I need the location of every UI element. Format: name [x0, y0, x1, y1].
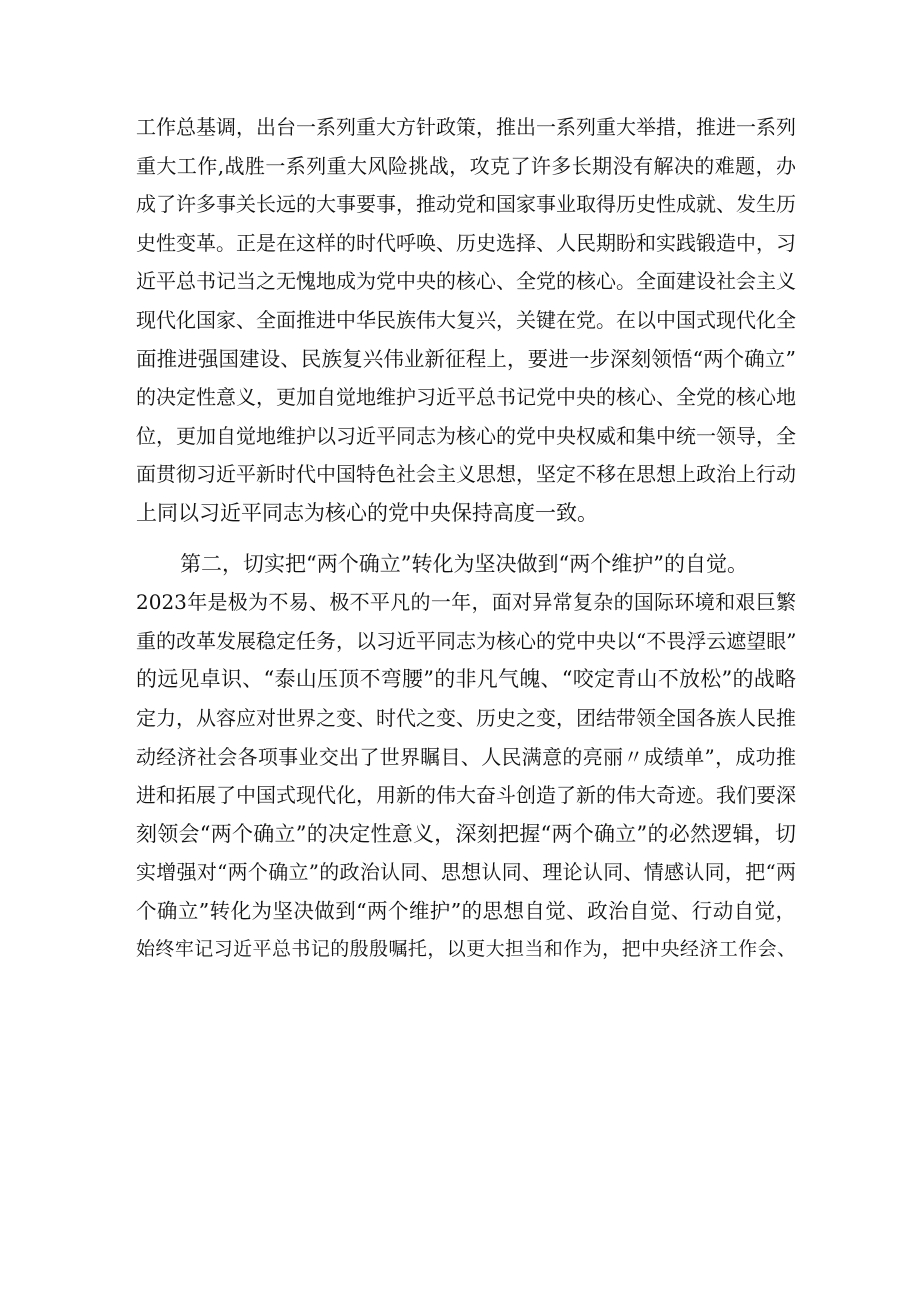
paragraph-1-line-5: 近平总书记当之无愧地成为党中央的核心、全党的核心。全面建设社会主义 — [136, 269, 796, 294]
paragraph-2-line-6: 动经济社会各项事业交出了世界瞩目、人民满意的亮丽〃成绩单”，成功推 — [136, 744, 796, 769]
paragraph-1-line-11: 上同以习近平同志为核心的党中央保持高度一致。 — [136, 500, 598, 525]
paragraph-2-line-2: 2023年是极为不易、极不平凡的一年，面对异常复杂的国际环境和艰巨繁 — [136, 590, 796, 615]
paragraph-2-line-9: 实增强对“两个确立”的政治认同、思想认同、理论认同、情感认同，把“两 — [136, 860, 796, 885]
paragraph-1-line-10: 面贯彻习近平新时代中国特色社会主义思想，坚定不移在思想上政治上行动 — [136, 462, 796, 487]
paragraph-2-heading-line: 第二，切实把“两个确立”转化为坚决做到“两个维护”的自觉。 — [180, 551, 748, 576]
paragraph-1 — [136, 108, 796, 533]
paragraph-2-line-4: 的远见卓识、“泰山压顶不弯腰”的非凡气魄、“咬定青山不放松”的战略 — [136, 667, 796, 692]
paragraph-1-line-1: 工作总基调，出台一系列重大方针政策，推出一系列重大举措，推进一系列 — [136, 115, 796, 139]
paragraph-2-line-3: 重的改革发展稳定任务，以习近平同志为核心的党中央以“不畏浮云遮望眼” — [136, 628, 797, 653]
paragraph-1-line-4: 史性变革。正是在这样的时代呼唤、历史选择、人民期盼和实践锻造中，习 — [136, 230, 796, 255]
document-body — [136, 108, 796, 969]
paragraph-1-line-9: 位，更加自觉地维护以习近平同志为核心的党中央权威和集中统一领导，全 — [136, 423, 796, 448]
paragraph-2-line-7: 进和拓展了中国式现代化，用新的伟大奋斗创造了新的伟大奇迹。我们要深 — [136, 783, 796, 808]
paragraph-2-line-5: 定力，从容应对世界之变、时代之变、历史之变，团结带领全国各族人民推 — [136, 705, 796, 730]
paragraph-1-line-2: 重大工作,战胜一系列重大风险挑战，攻克了许多长期没有解决的难题，办 — [136, 153, 796, 178]
paragraph-2-line-8: 刻领会“两个确立”的决定性意义，深刻把握“两个确立”的必然逻辑，切 — [136, 821, 796, 846]
paragraph-1-line-3: 成了许多事关长远的大事要事，推动党和国家事业取得历史性成就、发生历 — [136, 192, 796, 217]
paragraph-1-line-8: 的决定性意义，更加自觉地维护习近平总书记党中央的核心、全党的核心地 — [136, 385, 796, 410]
paragraph-2-line-10: 个确立”转化为坚决做到“两个维护”的思想自觉、政治自觉、行动自觉， — [136, 898, 796, 923]
paragraph-1-line-7: 面推进强国建设、民族复兴伟业新征程上，要进一步深刻领悟“两个确立” — [136, 346, 796, 371]
paragraph-gap — [136, 533, 796, 545]
paragraph-2 — [136, 545, 796, 970]
paragraph-2-line-11: 始终牢记习近平总书记的殷殷嘱托，以更大担当和作为，把中央经济工作会、 — [136, 938, 796, 961]
paragraph-1-line-6: 现代化国家、全面推进中华民族伟大复兴，关键在党。在以中国式现代化全 — [136, 307, 796, 332]
